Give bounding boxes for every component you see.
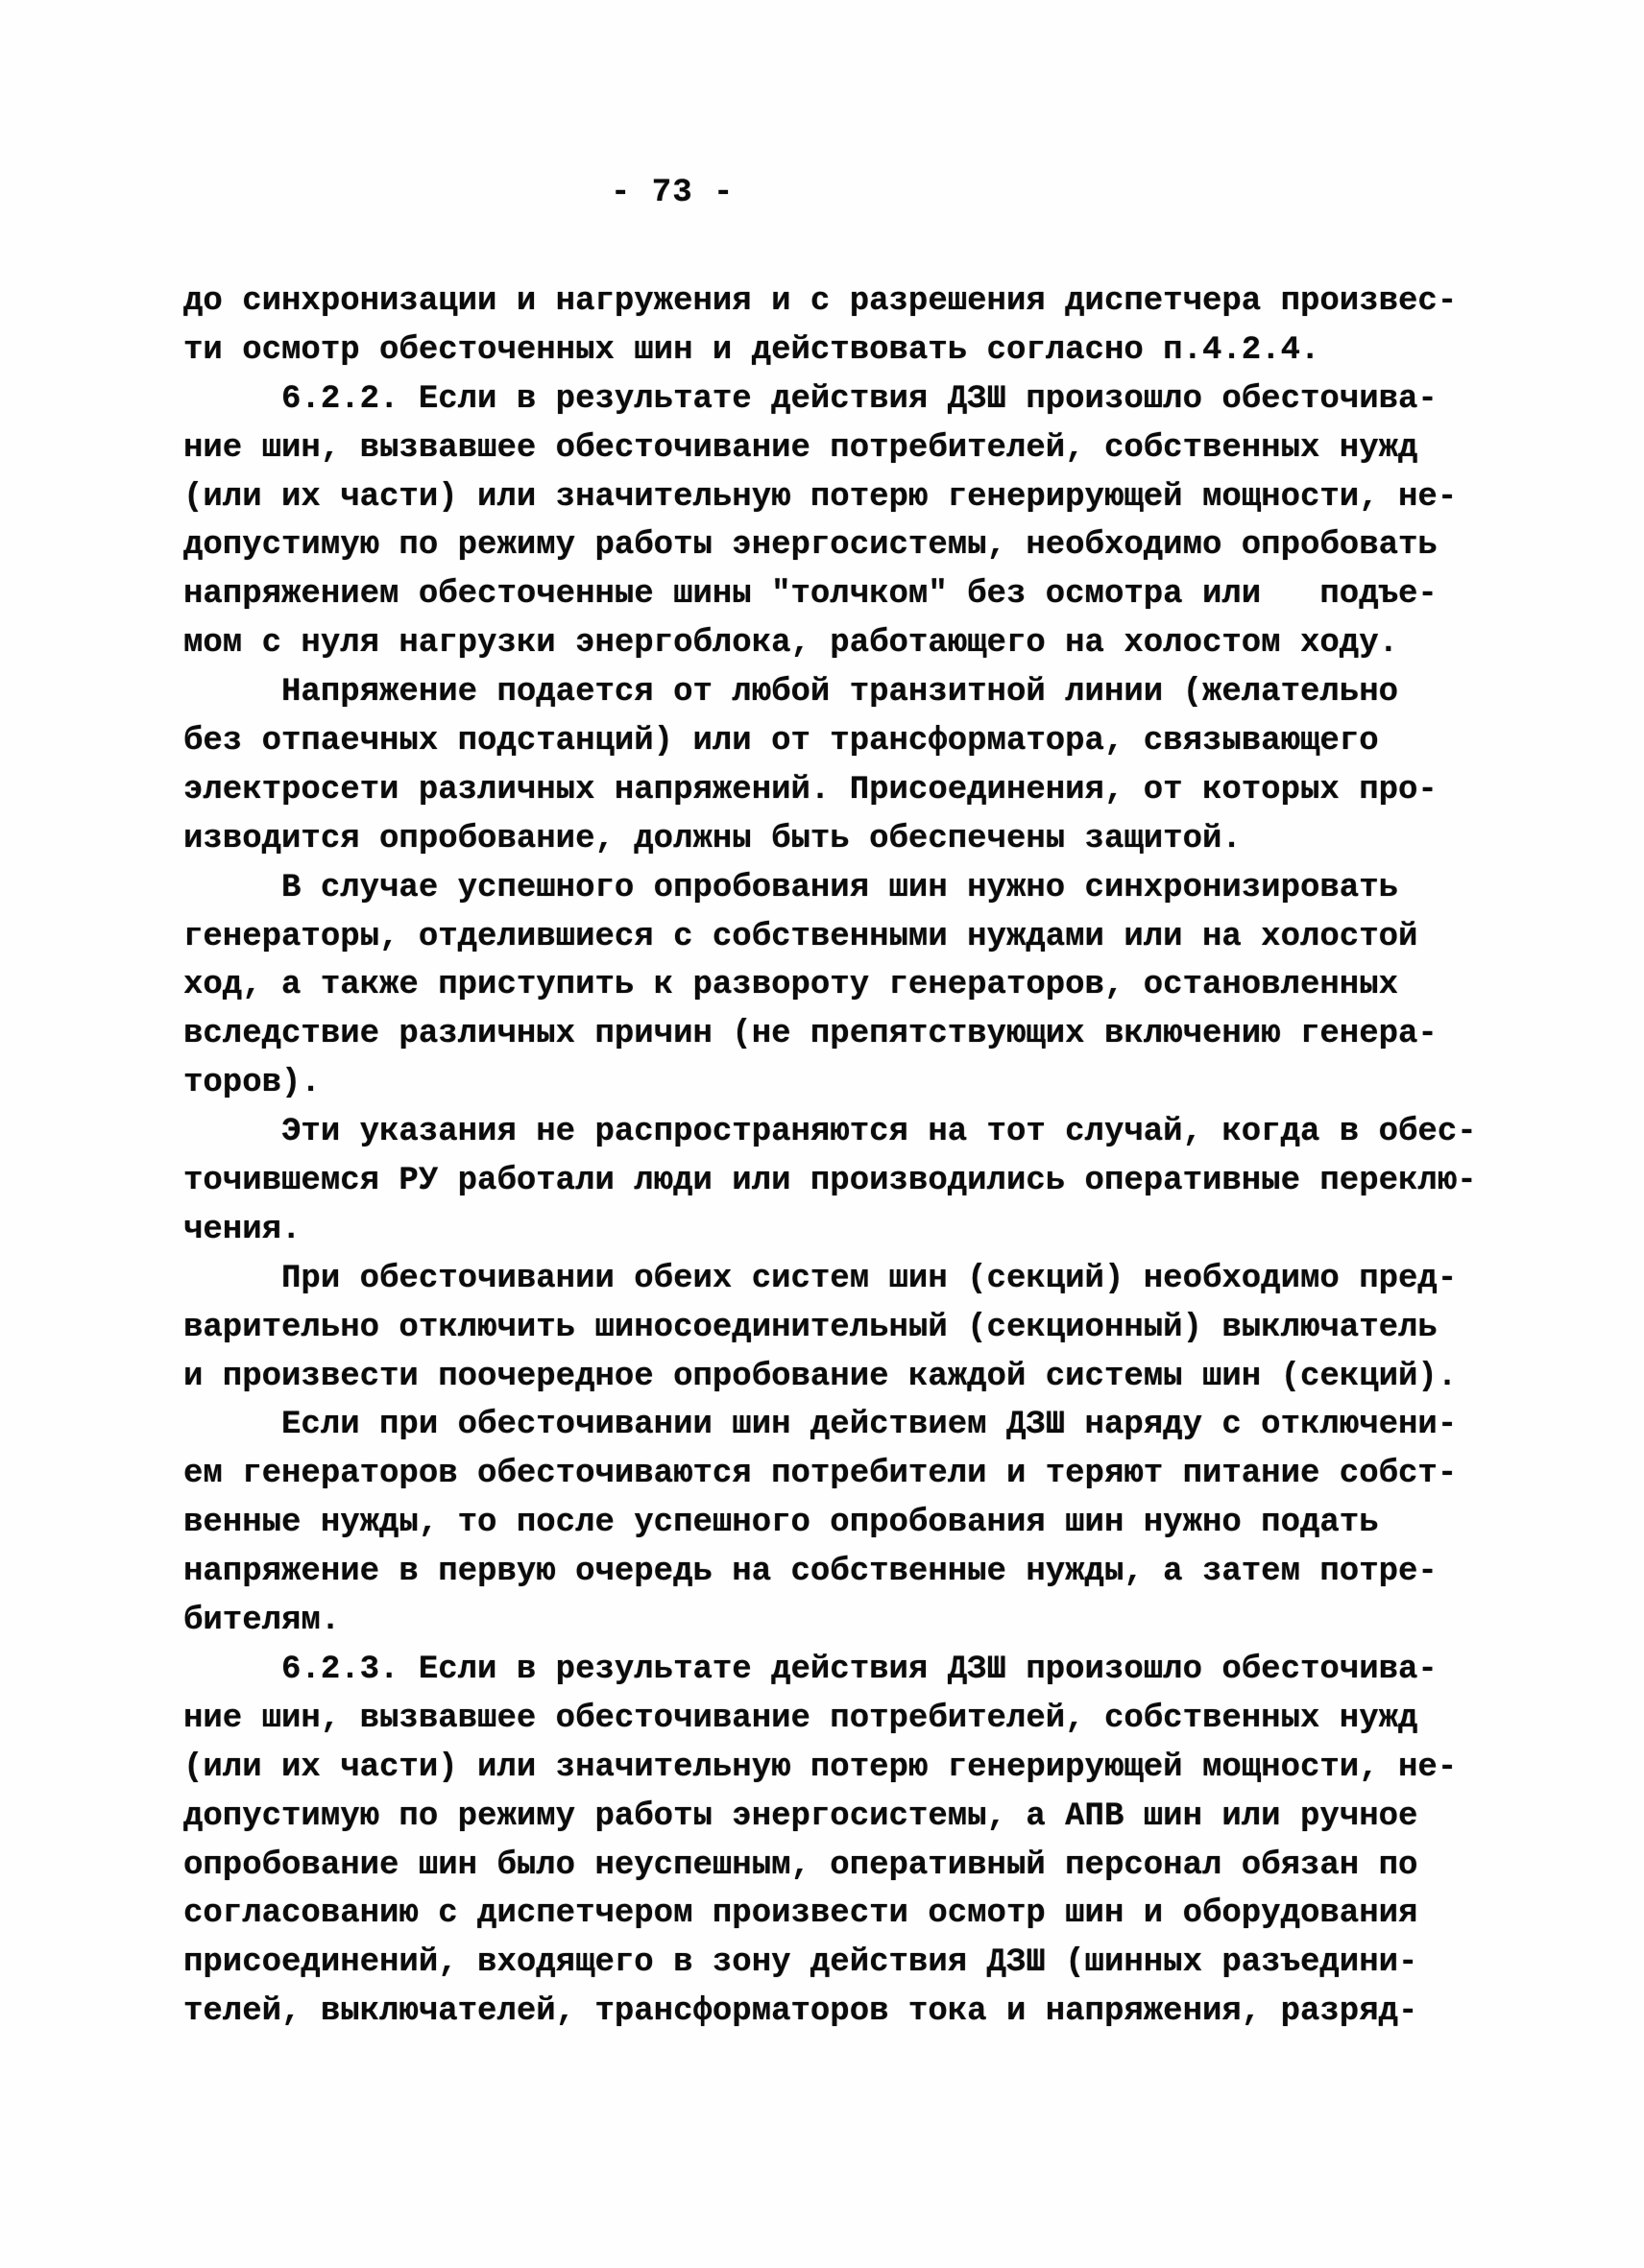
text-line: варительно отключить шиносоединительный (секционный) выключатель [183, 1309, 1438, 1346]
text-line: вследствие различных причин (не препятствующих включению генера- [183, 1016, 1438, 1053]
text-line: (или их части) или значительную потерю генерирующей мощности, не- [183, 478, 1458, 516]
text-line: изводится опробование, должны быть обеспечены защитой. [183, 820, 1242, 857]
text-line: ние шин, вызвавшее обесточивание потребителей, собственных нужд [183, 1700, 1418, 1737]
text-line: Эти указания не распространяются на тот случай, когда в обес- [183, 1114, 1477, 1151]
text-line: до синхронизации и нагружения и с разрешения диспетчера произвес- [183, 283, 1458, 320]
text-line: генераторы, отделившиеся с собственными нуждами или на холостой [183, 918, 1418, 955]
text-line: торов). [183, 1065, 321, 1102]
text-line: допустимую по режиму работы энергосистемы, а АПВ шин или ручное [183, 1798, 1418, 1835]
text-line: Если при обесточивании шин действием ДЗШ наряду с отключени- [183, 1407, 1458, 1444]
text-line: ход, а также приступить к развороту генераторов, остановленных [183, 967, 1399, 1004]
text-line: чения. [183, 1211, 302, 1248]
text-line: ти осмотр обесточенных шин и действовать согласно п.4.2.4. [183, 331, 1320, 369]
text-line: и произвести поочередное опробование каждой системы шин (секций). [183, 1358, 1458, 1395]
text-line: мом с нуля нагрузки энергоблока, работающего на холостом ходу. [183, 625, 1399, 663]
text-line: допустимую по режиму работы энергосистемы, необходимо опробовать [183, 527, 1438, 565]
text-line: (или их части) или значительную потерю генерирующей мощности, не- [183, 1749, 1458, 1786]
page-number: - 73 - [611, 175, 735, 211]
text-line: ем генераторов обесточиваются потребители и теряют питание собст- [183, 1456, 1458, 1493]
text-line: напряжением обесточенные шины "толчком" без осмотра или подъе- [183, 576, 1438, 614]
text-line: электросети различных напряжений. Присоединения, от которых про- [183, 771, 1438, 808]
text-line: точившемся РУ работали люди или производились оперативные переклю- [183, 1163, 1477, 1200]
text-line: согласованию с диспетчером произвести осмотр шин и оборудования [183, 1895, 1418, 1933]
text-line: телей, выключателей, трансформаторов тока и напряжения, разряд- [183, 1993, 1418, 2031]
text-line: опробование шин было неуспешным, оперативный персонал обязан по [183, 1846, 1418, 1884]
text-line: ние шин, вызвавшее обесточивание потребителей, собственных нужд [183, 429, 1418, 467]
text-line: без отпаечных подстанций) или от трансформатора, связывающего [183, 723, 1379, 760]
text-line: При обесточивании обеих систем шин (секций) необходимо пред- [183, 1260, 1458, 1297]
text-line: В случае успешного опробования шин нужно синхронизировать [183, 869, 1399, 906]
text-line: 6.2.2. Если в результате действия ДЗШ произошло обесточива- [183, 380, 1438, 418]
document-text [183, 277, 1528, 2037]
text-line: напряжение в первую очередь на собственные нужды, а затем потре- [183, 1554, 1438, 1591]
text-line: венные нужды, то после успешного опробования шин нужно подать [183, 1505, 1379, 1542]
text-line: Напряжение подается от любой транзитной линии (желательно [183, 674, 1399, 712]
text-line: 6.2.3. Если в результате действия ДЗШ произошло обесточива- [183, 1651, 1438, 1688]
text-line: бителям. [183, 1603, 341, 1640]
text-line: присоединений, входящего в зону действия ДЗШ (шинных разъедини- [183, 1944, 1418, 1982]
